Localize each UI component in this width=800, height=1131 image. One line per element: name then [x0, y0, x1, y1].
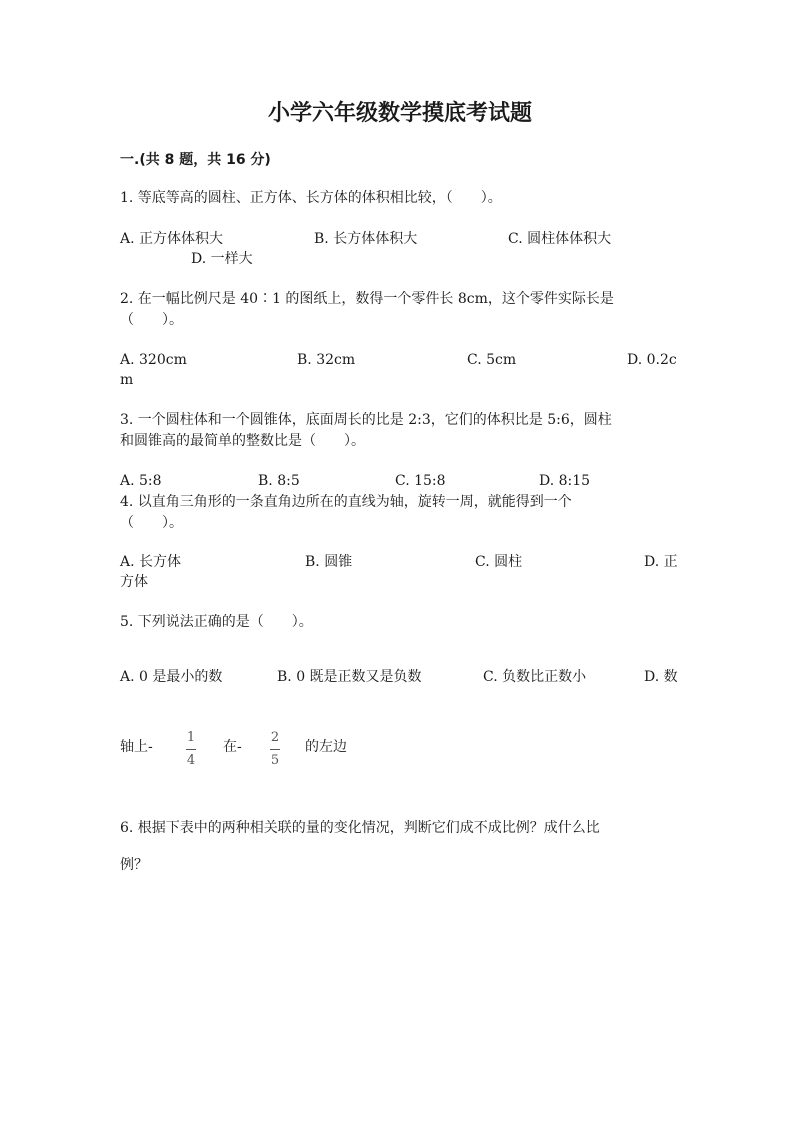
q2-option-a: A. 320cm — [120, 352, 187, 368]
q5-option-d-suffix: 的左边 — [305, 739, 347, 755]
q5-option-a: A. 0 是最小的数 — [120, 669, 223, 685]
fraction-numerator: 1 — [186, 730, 196, 745]
q5-option-d-middle: 在- — [223, 739, 242, 755]
section-header: 一.(共 8 题，共 16 分) — [120, 152, 271, 168]
q4-option-d-cont: 方体 — [120, 574, 148, 590]
q4-option-d: D. 正 — [644, 554, 678, 570]
q2-stem-line1: 2. 在一幅比例尺是 40∶1 的图纸上，数得一个零件长 8cm，这个零件实际长是 — [120, 291, 614, 307]
q5-option-d: D. 数 — [644, 669, 678, 685]
q1-option-a: A. 正方体体积大 — [120, 231, 224, 247]
q5-stem: 5. 下列说法正确的是（ ）。 — [120, 614, 313, 630]
q1-option-b: B. 长方体体积大 — [314, 231, 418, 247]
q6-stem-line1: 6. 根据下表中的两种相关联的量的变化情况，判断它们成不成比例？成什么比 — [120, 820, 600, 836]
q3-stem-line1: 3. 一个圆柱体和一个圆锥体，底面周长的比是 2:3，它们的体积比是 5:6，圆柱 — [120, 412, 612, 428]
q2-option-c: C. 5cm — [467, 352, 517, 368]
fraction-bar — [270, 749, 280, 750]
fraction-two-fifths — [270, 730, 280, 769]
q4-option-b: B. 圆锥 — [305, 554, 353, 570]
q1-option-d: D. 一样大 — [191, 251, 253, 267]
page-title: 小学六年级数学摸底考试题 — [267, 100, 532, 126]
q3-option-b: B. 8:5 — [258, 473, 300, 489]
q2-option-d: D. 0.2c — [627, 352, 677, 368]
fraction-denominator: 5 — [270, 753, 280, 768]
fraction-bar — [186, 749, 196, 750]
q1-stem: 1. 等底等高的圆柱、正方体、长方体的体积相比较，（ ）。 — [120, 190, 502, 206]
q3-option-a: A. 5:8 — [120, 473, 162, 489]
q3-stem-line2: 和圆锥高的最简单的整数比是（ ）。 — [120, 433, 365, 449]
q5-option-d-prefix: 轴上- — [120, 739, 153, 755]
q2-option-d-cont: m — [120, 372, 134, 388]
q5-option-b: B. 0 既是正数又是负数 — [277, 669, 422, 685]
fraction-one-quarter — [186, 730, 196, 769]
q2-stem-line2: （ ）。 — [120, 312, 183, 328]
q4-option-a: A. 长方体 — [120, 554, 182, 570]
q6-stem-line2: 例？ — [120, 857, 148, 873]
q4-stem-line2: （ ）。 — [120, 515, 183, 531]
q3-option-c: C. 15:8 — [395, 473, 446, 489]
q2-option-b: B. 32cm — [297, 352, 356, 368]
fraction-numerator: 2 — [270, 730, 280, 745]
q1-option-c: C. 圆柱体体积大 — [508, 231, 612, 247]
fraction-denominator: 4 — [186, 753, 196, 768]
q3-option-d: D. 8:15 — [539, 473, 591, 489]
q4-option-c: C. 圆柱 — [475, 554, 523, 570]
q5-option-c: C. 负数比正数小 — [483, 669, 587, 685]
q4-stem-line1: 4. 以直角三角形的一条直角边所在的直线为轴，旋转一周，就能得到一个 — [120, 494, 572, 510]
